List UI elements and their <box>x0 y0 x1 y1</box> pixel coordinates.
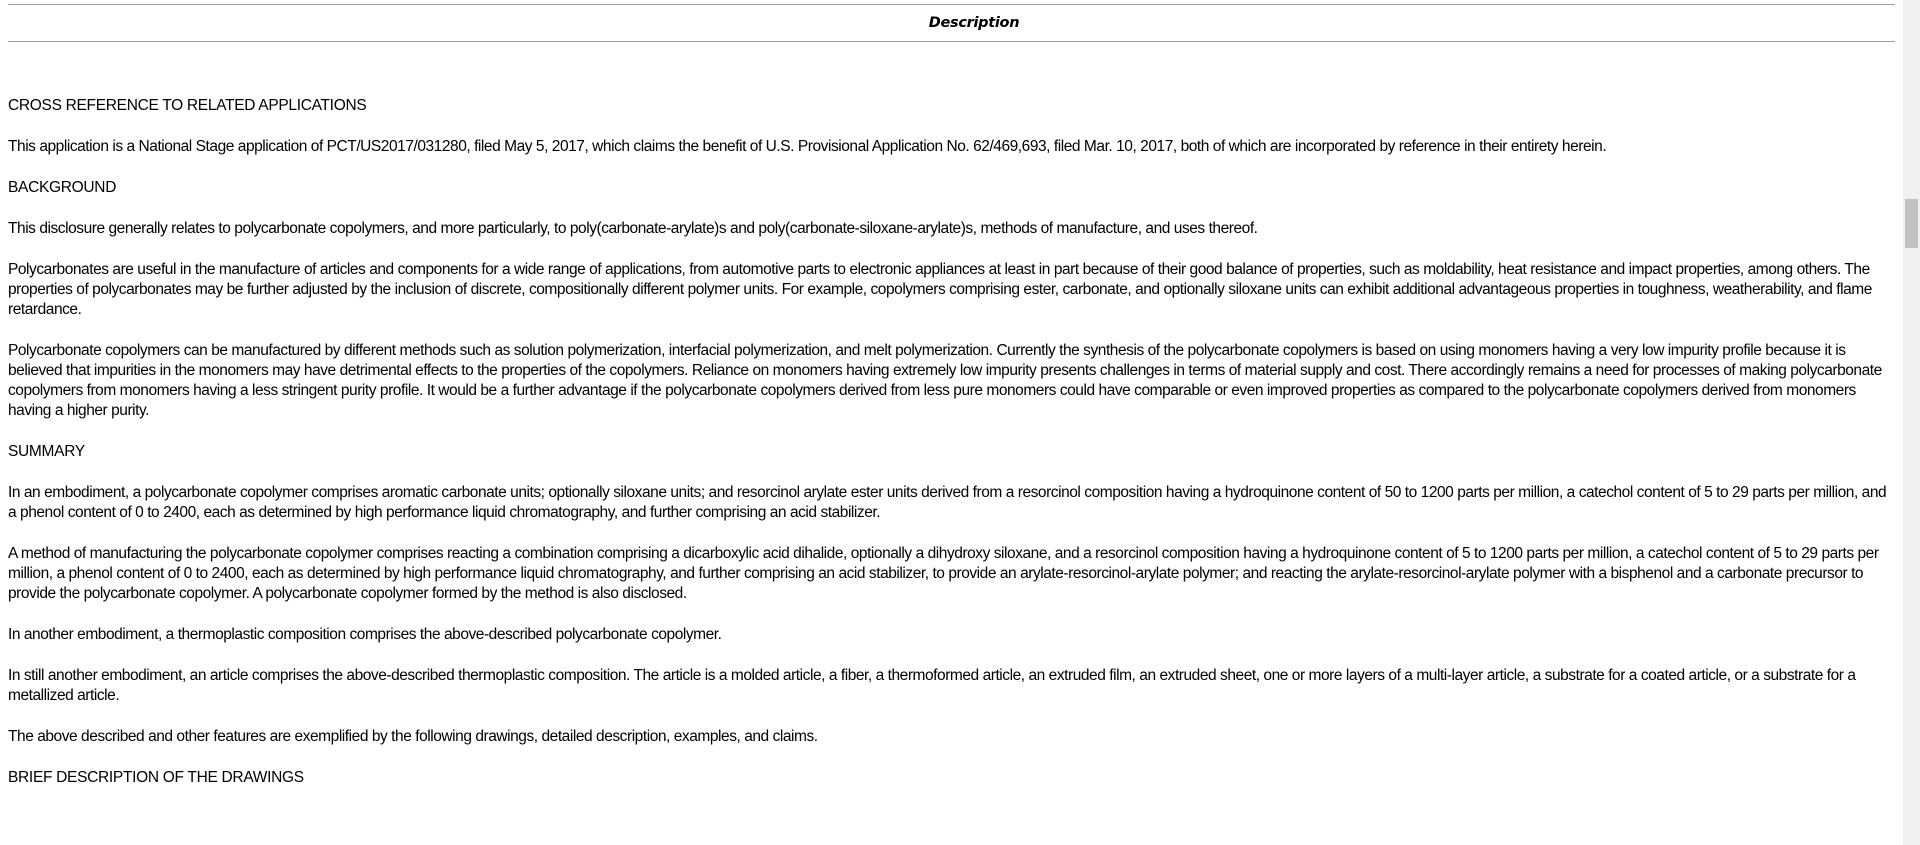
paragraph: Polycarbonate copolymers can be manufactured by different methods such as solution polymerization, interfacial polymerization, and melt polymerization. Currently the synthesis of the polycarbonate copolymers is based on using monomers having a very low impurity profile because it is believed that impurities in the monomers may have detrimental effects to the properties of the copolymers. Reliance on monomers having extremely low impurity presents challenges in terms of material supply and cost. There accordingly remains a need for processes of making polycarbonate copolymers from monomers having a less stringent purity profile. It would be a further advantage if the polycarbonate copolymers derived from less pure monomers could have comparable or even improved properties as compared to the polycarbonate copolymers derived from monomers having a higher purity. <box>8 342 1882 419</box>
paragraph: The above described and other features are exemplified by the following drawings, detailed description, examples, and claims. <box>8 728 818 745</box>
description-content <box>8 96 1888 809</box>
heading-background: BACKGROUND <box>8 179 117 196</box>
scrollbar-thumb[interactable] <box>1905 199 1918 248</box>
paragraph: In another embodiment, a thermoplastic composition comprises the above-described polycarbonate copolymer. <box>8 626 722 643</box>
section-header <box>8 4 1895 42</box>
heading-cross-reference: CROSS REFERENCE TO RELATED APPLICATIONS <box>8 97 367 114</box>
paragraph: In still another embodiment, an article comprises the above-described thermoplastic composition. The article is a molded article, a fiber, a thermoformed article, an extruded film, an extruded sheet, one or more layers of a multi-layer article, a substrate for a coated article, or a substrate for a metallized article. <box>8 667 1856 704</box>
paragraph: This application is a National Stage application of PCT/US2017/031280, filed May 5, 2017, which claims the benefit of U.S. Provisional Application No. 62/469,693, filed Mar. 10, 2017, both of which are incorporated by reference in their entirety herein. <box>8 138 1607 155</box>
heading-summary: SUMMARY <box>8 443 85 460</box>
section-title: Description <box>928 15 1020 31</box>
paragraph: Polycarbonates are useful in the manufacture of articles and components for a wide range of applications, from automotive parts to electronic appliances at least in part because of their good balance of properties, such as moldability, heat resistance and impact properties, among others. The properties of polycarbonates may be further adjusted by the inclusion of discrete, compositionally different polymer units. For example, copolymers comprising ester, carbonate, and optionally siloxane units can exhibit additional advantageous properties in toughness, weatherability, and flame retardance. <box>8 261 1872 318</box>
paragraph: A method of manufacturing the polycarbonate copolymer comprises reacting a combination comprising a dicarboxylic acid dihalide, optionally a dihydroxy siloxane, and a resorcinol composition having a hydroquinone content of 5 to 1200 parts per million, a catechol content of 5 to 29 parts per million, a phenol content of 0 to 2400, each as determined by high performance liquid chromatography, and further comprising an acid stabilizer, to provide an arylate-resorcinol-arylate polymer; and reacting the arylate-resorcinol-arylate polymer with a bisphenol and a carbonate precursor to provide the polycarbonate copolymer. A polycarbonate copolymer formed by the method is also disclosed. <box>8 545 1879 602</box>
paragraph: This disclosure generally relates to polycarbonate copolymers, and more particularly, to poly(carbonate-arylate)s and poly(carbonate-siloxane-arylate)s, methods of manufacture, and uses thereof. <box>8 220 1258 237</box>
vertical-scrollbar[interactable] <box>1903 0 1920 845</box>
paragraph: In an embodiment, a polycarbonate copolymer comprises aromatic carbonate units; optionally siloxane units; and resorcinol arylate ester units derived from a resorcinol composition having a hydroquinone content of 50 to 1200 parts per million, a catechol content of 5 to 29 parts per million, and a phenol content of 0 to 2400, each as determined by high performance liquid chromatography, and further comprising an acid stabilizer. <box>8 484 1887 521</box>
heading-brief-description-drawings: BRIEF DESCRIPTION OF THE DRAWINGS <box>8 769 304 786</box>
